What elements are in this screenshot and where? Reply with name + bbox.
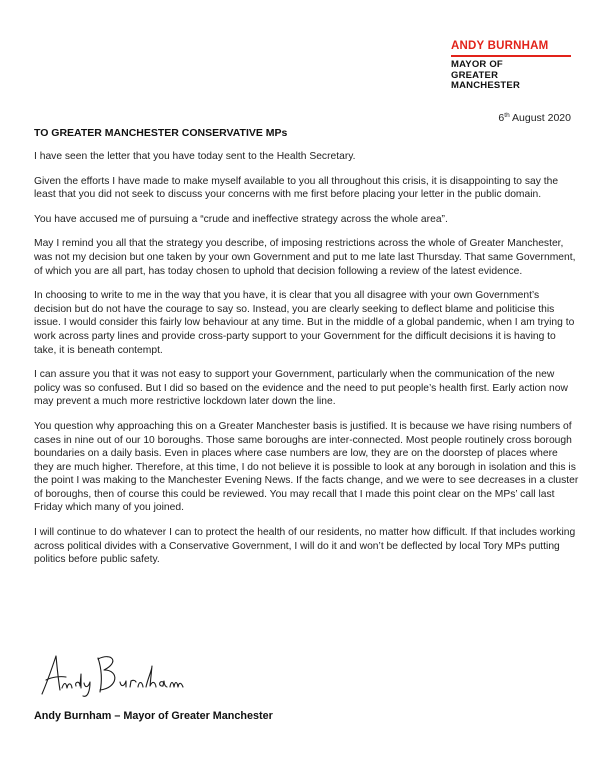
date-suffix: th [504,112,510,119]
recipient-heading: TO GREATER MANCHESTER CONSERVATIVE MPs [34,127,288,139]
body-paragraph: May I remind you all that the strategy you describe, of imposing restrictions across the whole of Greater Manchester, was not my decision but one taken by your own Government and put to me late last Thursday. That same Government, of which you are all part, has today chosen to uphold that decision following a review of the latest evidence. [34,238,576,277]
letterhead [451,40,571,92]
date-month-year: August 2020 [509,112,571,124]
letterhead-name: ANDY BURNHAM [451,40,549,52]
body-paragraph: I will continue to do whatever I can to protect the health of our residents, no matter how difficult. If that includes working across political divides with a Conservative Government, I will do it and won’t be deflected by local Tory MPs putting politics before public safety. [34,527,576,566]
letter-body [34,150,579,578]
letter-date [498,109,571,125]
letterhead-title-line: GREATER [451,69,499,81]
letterhead-title-line: MAYOR OF [451,59,503,70]
letterhead-rule [451,55,571,57]
body-paragraph: I can assure you that it was not easy to support your Government, particularly when the communication of the new policy was so confused. But I did so based on the evidence and the need to put people’s health first. Early action now may prevent a much more restrictive lockdown later down the line. [34,369,568,408]
body-paragraph: You have accused me of pursuing a “crude and ineffective strategy across the whole area”. [34,213,448,225]
signer-name: Andy Burnham – Mayor of Greater Manchester [34,710,273,722]
handwritten-signature [36,650,186,700]
letterhead-title-line: MANCHESTER [451,80,521,91]
date-day: 6 [498,112,505,124]
body-paragraph: In choosing to write to me in the way that you have, it is clear that you all disagree with your own Government’s decision but do not have the courage to say so. Instead, you are clearly seeking to deflect blame and politicise this issue. I would consider this fairly low behaviour at any time. But in the middle of a global pandemic, when I am trying to work across party lines and provide cross-party support to your Government for the difficult decisions it is having to take, it is beneath contempt. [34,290,575,356]
body-paragraph: I have seen the letter that you have today sent to the Health Secretary. [34,151,356,162]
body-paragraph: Given the efforts I have made to make myself available to you all throughout this crisis, it is disappointing to say the least that you did not seek to discuss your concerns with me first before placing your letter in the public domain. [34,175,559,201]
body-paragraph: You question why approaching this on a Greater Manchester basis is justified. It is because we have rising numbers of cases in nine out of our 10 boroughs. Those same boroughs are inter-connected. Most people routinely cross borough boundaries on a daily basis. Even in places where case numbers are low, they are on the doorstep of places where they are much higher. Therefore, at this time, I do not believe it is possible to look at any borough in isolation and this is the point I was making to the Manchester Evening News. If the facts change, and we were to see decreases in a cluster of boroughs, then of course this could be reviewed. You may recall that I made this point clear on the MPs’ call last Friday which many of you joined. [34,420,579,514]
